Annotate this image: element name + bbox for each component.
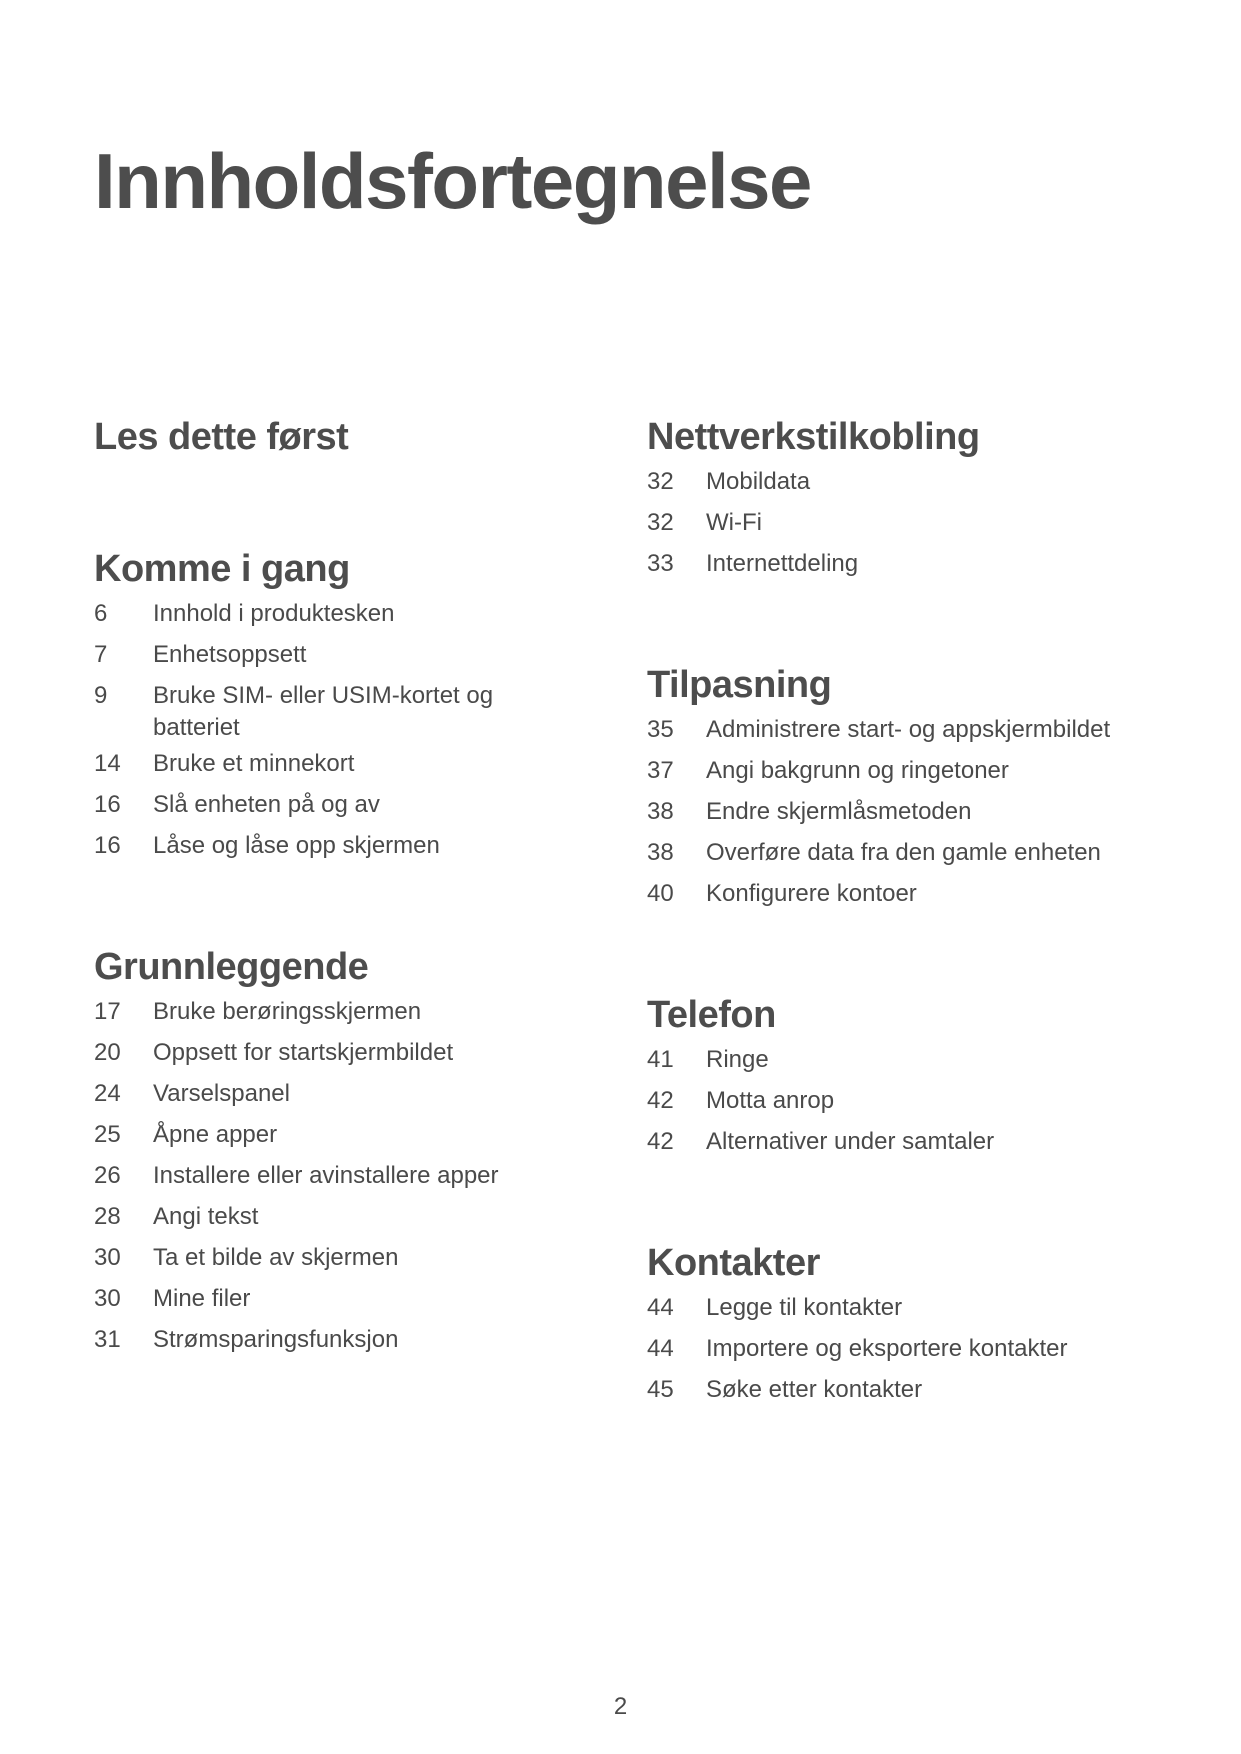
toc-page-number: 6 <box>94 600 108 627</box>
toc-left-column <box>94 410 594 1365</box>
toc-entry[interactable] <box>94 639 594 671</box>
toc-right-column <box>647 410 1147 1415</box>
toc-entry-title: Låse og låse opp skjermen <box>153 832 440 859</box>
toc-entry[interactable] <box>647 507 1147 539</box>
toc-entry-title: Bruke SIM- eller USIM-kortet og batteriet <box>153 682 494 741</box>
toc-entry-title: Ta et bilde av skjermen <box>153 1244 399 1271</box>
toc-entry-title: Legge til kontakter <box>706 1294 903 1321</box>
toc-entry[interactable] <box>647 714 1147 746</box>
toc-list <box>647 714 1147 910</box>
toc-entry-title: Endre skjermlåsmetoden <box>706 798 972 825</box>
toc-entry[interactable] <box>647 1292 1147 1324</box>
toc-entry[interactable] <box>94 1119 594 1151</box>
toc-entry-title: Overføre data fra den gamle enheten <box>706 839 1101 866</box>
toc-group <box>647 658 1147 910</box>
section-heading[interactable]: Komme i gang <box>94 548 350 590</box>
toc-entry[interactable] <box>647 837 1147 869</box>
toc-entry-title: Wi-Fi <box>706 509 762 536</box>
section-heading[interactable]: Les dette først <box>94 416 349 458</box>
toc-entry-title: Oppsett for startskjermbildet <box>153 1039 454 1066</box>
toc-list <box>647 1292 1147 1406</box>
toc-entry[interactable] <box>94 680 594 744</box>
toc-page-number: 35 <box>647 716 674 743</box>
toc-page-number: 16 <box>94 791 121 818</box>
page-number: 2 <box>613 1693 628 1720</box>
toc-page-number: 33 <box>647 550 674 577</box>
toc-entry[interactable] <box>647 466 1147 498</box>
section-heading[interactable]: Kontakter <box>647 1242 820 1284</box>
toc-page-number: 28 <box>94 1203 121 1230</box>
toc-page-number: 44 <box>647 1294 674 1321</box>
toc-entry-title: Mobildata <box>706 468 811 495</box>
toc-entry[interactable] <box>94 1037 594 1069</box>
toc-page-number: 7 <box>94 641 108 668</box>
toc-entry-title: Internettdeling <box>706 550 859 577</box>
section-heading[interactable]: Nettverkstilkobling <box>647 416 980 458</box>
toc-page-number: 9 <box>94 682 108 709</box>
toc-entry-title: Slå enheten på og av <box>153 791 380 818</box>
toc-group <box>647 410 1147 580</box>
toc-entry-title: Importere og eksportere kontakter <box>706 1335 1068 1362</box>
toc-entry-title: Innhold i produktesken <box>153 600 395 627</box>
toc-list <box>647 1044 1147 1158</box>
toc-group <box>647 988 1147 1158</box>
toc-group <box>647 1236 1147 1406</box>
toc-page-number: 14 <box>94 750 121 777</box>
page-title: Innholdsfortegnelse <box>94 137 811 225</box>
toc-list <box>94 996 594 1356</box>
toc-entry-title: Varselspanel <box>153 1080 290 1107</box>
toc-page-number: 31 <box>94 1326 121 1353</box>
toc-entry[interactable] <box>647 1333 1147 1365</box>
toc-entry[interactable] <box>94 748 594 780</box>
toc-entry-title: Motta anrop <box>706 1087 835 1114</box>
toc-page-number: 30 <box>94 1285 121 1312</box>
toc-entry[interactable] <box>94 1283 594 1315</box>
toc-entry[interactable] <box>94 1242 594 1274</box>
toc-page-number: 32 <box>647 509 674 536</box>
toc-entry[interactable] <box>647 755 1147 787</box>
toc-entry[interactable] <box>647 796 1147 828</box>
toc-entry[interactable] <box>647 1374 1147 1406</box>
toc-entry[interactable] <box>94 830 594 862</box>
toc-entry[interactable] <box>647 1126 1147 1158</box>
toc-page-number: 45 <box>647 1376 674 1403</box>
toc-entry[interactable] <box>647 878 1147 910</box>
toc-entry[interactable] <box>94 1160 594 1192</box>
toc-page-number: 40 <box>647 880 674 907</box>
section-heading[interactable]: Tilpasning <box>647 664 832 706</box>
toc-entry-title: Mine filer <box>153 1285 251 1312</box>
toc-entry[interactable] <box>94 1201 594 1233</box>
toc-page-number: 32 <box>647 468 674 495</box>
toc-entry[interactable] <box>647 1044 1147 1076</box>
toc-entry-title: Konfigurere kontoer <box>706 880 917 907</box>
toc-entry[interactable] <box>94 996 594 1028</box>
toc-page-number: 24 <box>94 1080 121 1107</box>
toc-page-number: 42 <box>647 1128 674 1155</box>
toc-entry-title: Angi bakgrunn og ringetoner <box>706 757 1009 784</box>
toc-page-number: 20 <box>94 1039 121 1066</box>
toc-entry-title: Bruke et minnekort <box>153 750 355 777</box>
toc-page-number: 38 <box>647 798 674 825</box>
toc-entry[interactable] <box>94 1324 594 1356</box>
toc-entry-title: Administrere start- og appskjermbildet <box>706 716 1111 743</box>
toc-entry-title: Alternativer under samtaler <box>706 1128 995 1155</box>
toc-entry-title: Åpne apper <box>153 1121 278 1148</box>
toc-entry-title: Installere eller avinstallere apper <box>153 1162 499 1189</box>
toc-entry-title: Strømsparingsfunksjon <box>153 1326 399 1353</box>
toc-entry-title: Angi tekst <box>153 1203 259 1230</box>
toc-list <box>94 598 594 862</box>
toc-group <box>94 542 594 862</box>
toc-entry[interactable] <box>94 598 594 630</box>
toc-entry-title: Ringe <box>706 1046 769 1073</box>
toc-page-number: 17 <box>94 998 121 1025</box>
toc-entry[interactable] <box>94 789 594 821</box>
toc-entry-title: Enhetsoppsett <box>153 641 307 668</box>
toc-entry-title: Søke etter kontakter <box>706 1376 923 1403</box>
toc-page-number: 42 <box>647 1087 674 1114</box>
toc-page-number: 41 <box>647 1046 674 1073</box>
toc-group <box>94 940 594 1356</box>
toc-list <box>647 466 1147 580</box>
toc-page-number: 38 <box>647 839 674 866</box>
toc-page-number: 26 <box>94 1162 121 1189</box>
toc-page-number: 37 <box>647 757 674 784</box>
toc-entry[interactable] <box>647 1085 1147 1117</box>
section-heading[interactable]: Telefon <box>647 994 776 1036</box>
toc-page-number: 44 <box>647 1335 674 1362</box>
toc-entry[interactable] <box>94 1078 594 1110</box>
toc-page-number: 16 <box>94 832 121 859</box>
toc-page-number: 30 <box>94 1244 121 1271</box>
section-heading[interactable]: Grunnleggende <box>94 946 369 988</box>
toc-entry-title: Bruke berøringsskjermen <box>153 998 422 1025</box>
toc-group <box>94 410 594 542</box>
toc-page-number: 25 <box>94 1121 121 1148</box>
toc-entry[interactable] <box>647 548 1147 580</box>
